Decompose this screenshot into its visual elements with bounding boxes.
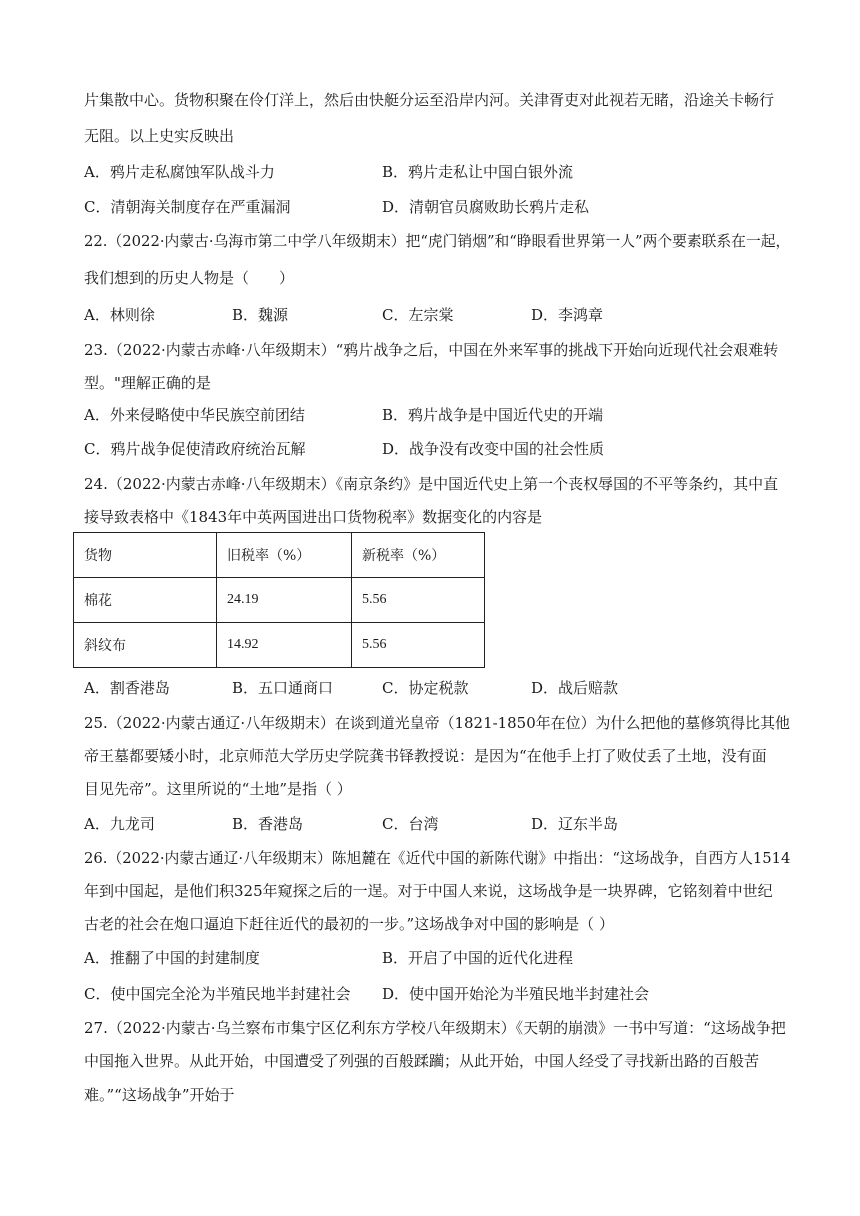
table-row	[74, 623, 485, 668]
q24-option-b[interactable]: B．五口通商口	[232, 679, 334, 697]
q25-stem-line-2: 帝王墓都要矮小时，北京师范大学历史学院龚书铎教授说：是因为“在他手上打了败仗丢了土地，没有面	[84, 747, 767, 765]
table-cell: 斜纹布	[74, 623, 217, 668]
q24-option-d[interactable]: D．战后赔款	[531, 679, 619, 697]
table-header-cell: 货物	[74, 533, 217, 578]
table-header-row	[74, 533, 485, 578]
q27-stem-line-2: 中国拖入世界。从此开始，中国遭受了列强的百般蹂躏；从此开始，中国人经受了寻找新出路的百般苦	[84, 1052, 760, 1070]
q23-option-b[interactable]: B．鸦片战争是中国近代史的开端	[382, 406, 604, 424]
table-cell: 棉花	[74, 578, 217, 623]
q23-option-c[interactable]: C．鸦片战争促使清政府统治瓦解	[84, 440, 306, 458]
q24-option-c[interactable]: C．协定税款	[382, 679, 469, 697]
q21-option-d[interactable]: D．清朝官员腐败助长鸦片走私	[382, 198, 590, 216]
q21-option-a[interactable]: A．鸦片走私腐蚀军队战斗力	[84, 163, 275, 181]
table-cell: 14.92	[217, 623, 352, 668]
q24-stem-line-1: 24.（2022·内蒙古赤峰·八年级期末）《南京条约》是中国近代史上第一个丧权辱国的不平等条约，其中直	[84, 475, 779, 493]
q26-option-b[interactable]: B．开启了中国的近代化进程	[382, 949, 574, 967]
q24-option-a[interactable]: A．割香港岛	[84, 679, 170, 697]
q21-option-b[interactable]: B．鸦片走私让中国白银外流	[382, 163, 574, 181]
q25-option-c[interactable]: C．台湾	[382, 815, 439, 833]
q22-stem-line-1: 22.（2022·内蒙古·乌海市第二中学八年级期末）把“虎门销烟”和“睁眼看世界第一人”两个要素联系在一起，	[84, 232, 791, 250]
q26-option-a[interactable]: A．推翻了中国的封建制度	[84, 949, 260, 967]
table-cell: 5.56	[352, 623, 485, 668]
q22-option-b[interactable]: B．魏源	[232, 306, 289, 324]
q21-line-1: 片集散中心。货物积聚在伶仃洋上，然后由快艇分运至沿岸内河。关津胥吏对此视若无睹，沿途关卡畅行	[84, 91, 775, 109]
q26-stem-line-1: 26.（2022·内蒙古通辽·八年级期末）陈旭麓在《近代中国的新陈代谢》中指出：“这场战争，自西方人1514	[84, 849, 791, 867]
q23-stem-line-2: 型。"理解正确的是	[84, 374, 211, 392]
q26-stem-line-2: 年到中国起，是他们积325年窥探之后的一逞。对于中国人来说，这场战争是一块界碑，它铭刻着中世纪	[84, 882, 773, 900]
table-header-cell: 旧税率（%）	[217, 533, 352, 578]
table-cell: 5.56	[352, 578, 485, 623]
q25-stem-line-1: 25.（2022·内蒙古通辽·八年级期末）在谈到道光皇帝（1821-1850年在位）为什么把他的墓修筑得比其他	[84, 714, 791, 732]
q21-option-c[interactable]: C．清朝海关制度存在严重漏洞	[84, 198, 291, 216]
q27-stem-line-1: 27.（2022·内蒙古·乌兰察布市集宁区亿利东方学校八年级期末）《天朝的崩溃》一书中写道：“这场战争把	[84, 1019, 786, 1037]
tax-rate-table	[73, 532, 485, 668]
q22-option-d[interactable]: D．李鸿章	[531, 306, 604, 324]
q23-stem-line-1: 23.（2022·内蒙古赤峰·八年级期末）“鸦片战争之后，中国在外来军事的挑战下开始向近现代社会艰难转	[84, 341, 779, 359]
q25-option-b[interactable]: B．香港岛	[232, 815, 304, 833]
q26-option-d[interactable]: D．使中国开始沦为半殖民地半封建社会	[382, 985, 650, 1003]
q27-stem-line-3: 难。”“这场战争”开始于	[84, 1086, 235, 1104]
q25-stem-line-3: 目见先帝”。这里所说的“土地”是指（ ）	[84, 780, 352, 798]
table-header-cell: 新税率（%）	[352, 533, 485, 578]
q22-option-c[interactable]: C．左宗棠	[382, 306, 454, 324]
q21-line-2: 无阻。以上史实反映出	[84, 127, 235, 145]
q22-option-a[interactable]: A．林则徐	[84, 306, 155, 324]
q23-option-d[interactable]: D．战争没有改变中国的社会性质	[382, 440, 605, 458]
q26-stem-line-3: 古老的社会在炮口逼迫下赶往近代的最初的一步。”这场战争对中国的影响是（ ）	[84, 915, 614, 933]
q23-option-a[interactable]: A．外来侵略使中华民族空前团结	[84, 406, 305, 424]
q25-option-d[interactable]: D．辽东半岛	[531, 815, 619, 833]
q24-stem-line-2: 接导致表格中《1843年中英两国进出口货物税率》数据变化的内容是	[84, 508, 543, 526]
q22-stem-line-2: 我们想到的历史人物是（ ）	[84, 269, 295, 287]
q25-option-a[interactable]: A．九龙司	[84, 815, 155, 833]
table-cell: 24.19	[217, 578, 352, 623]
table-row	[74, 578, 485, 623]
q26-option-c[interactable]: C．使中国完全沦为半殖民地半封建社会	[84, 985, 351, 1003]
